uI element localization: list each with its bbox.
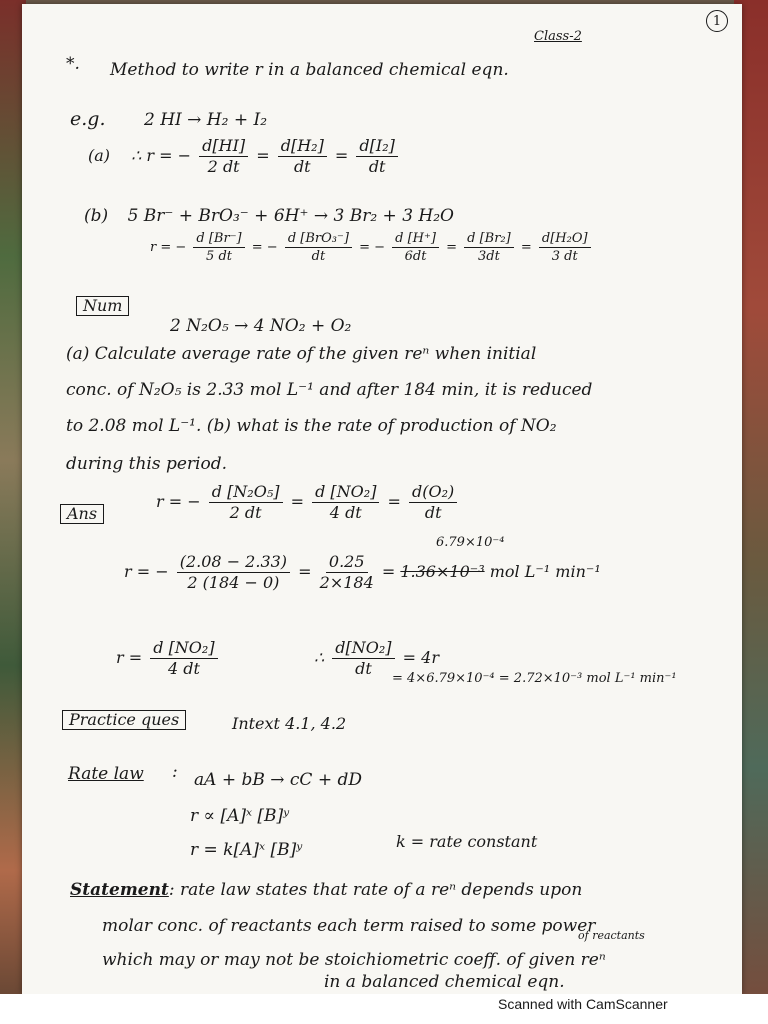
fraction-no2: $\frac{\text{d [NO₂]}}{4 dt}$ (312, 484, 379, 521)
rate-symbol: r = − (150, 240, 187, 255)
no2-rate-expression (116, 640, 221, 677)
eg-line-a (88, 138, 401, 175)
ans-calculation (124, 554, 601, 591)
equals-sign: = (520, 240, 532, 255)
equals-sign: = (387, 492, 401, 511)
equals-sign: = (290, 492, 304, 511)
rate-symbol: r = − (146, 146, 192, 165)
fraction-calc: $\frac{(2.08 - 2.33)}{2 (184 - 0)}$ (177, 554, 290, 591)
rate-constant-definition: k = rate constant (396, 832, 538, 851)
camscanner-watermark: Scanned with CamScanner (498, 996, 668, 1012)
fraction-bro3: $\frac{\text{d [BrO₃⁻]}}{dt}$ (285, 232, 352, 263)
equals-sign: = (381, 562, 396, 581)
num-label: Num (76, 296, 129, 316)
part-a-label: (a) (88, 146, 111, 165)
rate-law-label: Rate law (68, 764, 144, 784)
fraction-o2: $\frac{\text{d(O₂)}}{dt}$ (409, 484, 457, 521)
fraction-h: $\frac{d [H^+]}{6dt}$ (392, 232, 439, 263)
question-line-3: to 2.08 mol L⁻¹. (b) what is the rate of production of NO₂ (66, 416, 557, 436)
question-line-1: (a) Calculate average rate of the given reⁿ when initial (66, 344, 537, 364)
class-label: Class-2 (534, 29, 582, 44)
ans-rate-expression (156, 484, 460, 521)
rate-expression-b (150, 232, 594, 263)
notebook-page (22, 4, 742, 994)
equals-minus: = − (251, 240, 278, 255)
rate-symbol: r = − (156, 492, 201, 511)
fraction-no2-rate: $\frac{\text{d [NO₂]}}{4 dt}$ (150, 640, 217, 677)
rate-law-reaction: aA + bB → cC + dD (194, 770, 362, 790)
therefore-symbol: ∴ (131, 146, 142, 165)
fraction-br2: $\frac{\text{d [Br₂]}}{3dt}$ (464, 232, 514, 263)
rate-law-equation: r = k[A]ˣ [B]ʸ (190, 840, 303, 860)
result-value: 6.79×10⁻⁴ (436, 535, 505, 550)
fraction-calc-2: $\frac{0.25}{2\times 184}$ (319, 552, 374, 592)
fraction-i2: $\frac{\text{d[I₂]}}{dt}$ (356, 138, 397, 175)
fraction-h2o: $\frac{\text{d[H₂O]}}{3 dt}$ (539, 232, 591, 263)
fraction-no2-dt: $\frac{\text{d[NO₂]}}{dt}$ (332, 640, 394, 677)
ans-label: Ans (60, 504, 104, 524)
equals-sign: = (446, 240, 457, 255)
result-unit: mol L⁻¹ min⁻¹ (489, 562, 601, 581)
heading-star: *. (66, 54, 80, 74)
eg-label: e.g. (70, 108, 106, 130)
equals-sign: = (256, 146, 270, 165)
fraction-br: $\frac{d [Br^-]}{5 dt}$ (193, 232, 244, 263)
heading-title: Method to write r in a balanced chemical eqn. (110, 60, 509, 80)
equals-sign: = (298, 562, 312, 581)
therefore-symbol: ∴ (314, 648, 325, 667)
reaction-2: 5 Br⁻ + BrO₃⁻ + 6H⁺ → 3 Br₂ + 3 H₂O (127, 206, 454, 226)
question-line-2: conc. of N₂O₅ is 2.33 mol L⁻¹ and after 184 min, it is reduced (66, 380, 593, 400)
statement-line-1 (70, 882, 582, 899)
statement-insert: of reactants (578, 929, 645, 942)
fraction-hi: $\frac{d[HI]}{2 dt}$ (199, 138, 248, 175)
part-b-label: (b) (84, 206, 109, 226)
statement-line-3: which may or may not be stoichiometric coeff. of given reⁿ (102, 950, 606, 970)
practice-text: Intext 4.1, 4.2 (232, 714, 347, 733)
practice-label: Practice ques (62, 710, 186, 730)
no2-production-calc: = 4×6.79×10⁻⁴ = 2.72×10⁻³ mol L⁻¹ min⁻¹ (392, 671, 677, 686)
rate-symbol: r = − (124, 562, 169, 581)
rate-law-proportional: r ∝ [A]ˣ [B]ʸ (190, 806, 290, 826)
question-line-4: during this period. (66, 454, 228, 474)
statement-text-1: : rate law states that rate of a reⁿ depends upon (168, 880, 583, 900)
equals-4r: = 4r (402, 648, 439, 667)
page-number: 1 (706, 10, 728, 32)
rate-law-colon: : (172, 762, 178, 782)
num-reaction: 2 N₂O₅ → 4 NO₂ + O₂ (170, 316, 352, 336)
rate-symbol: r = (116, 648, 143, 667)
statement-line-4: in a balanced chemical eqn. (324, 972, 565, 992)
struck-value: 1.36×10⁻³ (400, 562, 485, 581)
statement-line-2: molar conc. of reactants each term raised to some power (102, 916, 596, 936)
equals-minus: = − (359, 240, 386, 255)
reaction-1: 2 HI → H₂ + I₂ (144, 110, 268, 130)
fraction-n2o5: $\frac{\text{d [N₂O₅]}}{2 dt}$ (209, 484, 283, 521)
eg-line-b (84, 208, 454, 225)
statement-label: Statement (70, 880, 169, 900)
fraction-h2: $\frac{\text{d[H₂]}}{dt}$ (278, 138, 327, 175)
equals-sign: = (334, 146, 349, 165)
